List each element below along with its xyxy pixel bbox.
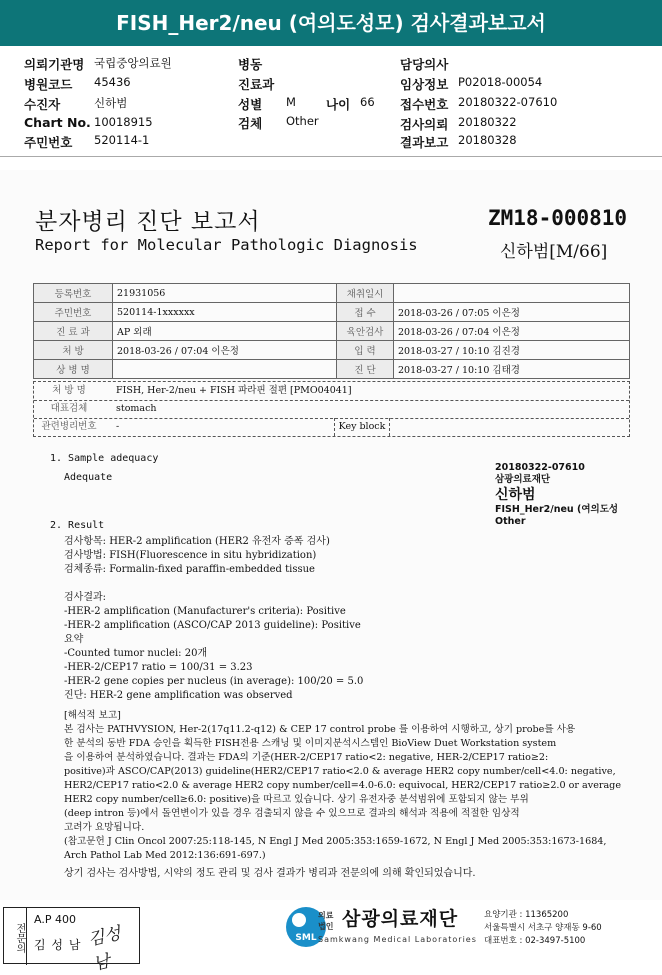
specimen-label-stamp: 20180322-07610 삼광의료재단 신하범 FISH_Her2/neu (여의도성 Other (495, 462, 619, 527)
doctor-name: 김 성 남 (34, 938, 82, 952)
table-row: 주민번호 520114-1xxxxxx 접 수 2018-03-26 / 07:05 이은정 (34, 303, 630, 322)
section-result-title: 2. Result (50, 520, 105, 531)
section-sample-adequacy-title: 1. Sample adequacy (50, 453, 159, 464)
brand-prefix: 의료 법인 (318, 911, 334, 931)
report-patient: 신하범[M/66] (500, 242, 608, 262)
header-row: 접수번호 20180322-07610 (400, 95, 558, 112)
doctor-code: A.P 400 (34, 913, 76, 926)
header-row: 성별 M (238, 95, 296, 112)
order-row: 대표검체 stomach (34, 400, 629, 419)
table-row: 등록번호 21931056 채취일시 (34, 284, 630, 303)
header-row: 수진자 신하범 (24, 96, 128, 112)
table-row: 진 료 과 AP 외래 육안검사 2018-03-26 / 07:04 이은정 (34, 322, 630, 341)
pathologist-label: 전문의 (4, 908, 27, 965)
header-row: 임상정보 P02018-00054 (400, 75, 543, 92)
section-sample-adequacy-value: Adequate (64, 472, 113, 483)
svg-text:SML: SML (295, 933, 317, 943)
header-row: 검사의뢰 20180322 (400, 115, 517, 132)
result-lines: 검사항목: HER-2 amplification (HER2 유전자 증폭 검사) 검사방법: FISH(Fluorescence in situ hybridization) 검체종류: Formalin-fixed paraffin-embedded tissue 검사결과: -HER-2 amplification (Manufacturer's criteria): Positive -HER-2 amplification (ASCO/CAP 2013 guideline): Positive 요약 -Counted tumor nuclei: 20개 -HER-2/CEP17 ratio = 100/31 = 3.23 -HER-2 gene copies per nucleus (in average): 100/20 = 5.0 진단: HER-2 gene amplification was observed (64, 536, 364, 701)
brand-name: 삼광의료재단 (342, 908, 459, 930)
order-block (33, 381, 630, 437)
divider (0, 156, 662, 157)
header-row: 주민번호 520114-1 (24, 133, 150, 150)
table-row: 처 방 2018-03-26 / 07:04 이은정 입 력 2018-03-27 / 10:10 김진경 (34, 341, 630, 360)
age: 나이 66 (326, 95, 375, 112)
report-info-table (33, 283, 630, 379)
pathologist-box (3, 907, 140, 975)
header-row: 병동 (238, 57, 263, 72)
header-row: 의뢰기관명 국립중앙의료원 (24, 56, 172, 72)
header-row: 담당의사 (400, 57, 449, 72)
table-row: 상 병 명 진 단 2018-03-27 / 10:10 김태경 (34, 360, 630, 379)
brand-name-en: Samkwang Medical Laboratories (318, 935, 477, 944)
report-title-en: Report for Molecular Pathologic Diagnosis (35, 236, 418, 254)
order-row: 관련병리번호 - Key block (34, 418, 629, 436)
header-row: 결과보고 20180328 (400, 133, 517, 150)
doctor-signature: 김성남 (86, 923, 123, 975)
report-id: ZM18-000810 (488, 206, 628, 230)
interpretive-report: [해석적 보고] 본 검사는 PATHVYSION, Her-2(17q11.2-q12) & CEP 17 control probe 를 이용하여 시행하고, 상기 probe를 사용 한 분석의 동반 FDA 승인을 획득한 FISH전용 스캐닝 및 이미지분석시스템인 BioView Duet Workstation system 을 이용하여 분석하였습니다. 결과는 FDA의 기준(HER-2/CEP17 ratio<2: negative, HER-2/CEP17 ratio≥2: positive)과 ASCO/CAP(2013) guideline(HER2/CEP17 ratio<2.0 & average HER2 copy number/cell<4.0: negative, HER2/CEP17 ratio<2.0 & average HER2 copy number/cell=4.0-6.0: equivocal, HER2/CEP17 ratio≥2.0 or average HER2 copy number/cell≥6.0: positive)을 따르고 있습니다. 상기 유전자중 분석범위에 포함되지 않는 부위 (deep intron 등)에서 돌연변이가 있을 경우 검출되지 않을 수 있으므로 결과의 해석과 적용에 적절한 임상적 고려가 요망됩니다. (참고문헌 J Clin Oncol 2007:25:118-145, N Engl J Med 2005:353:1659-1672, N Engl J Med 2005:353:1673-1684, Arch Pathol Lab Med 2012:136:691-697.) (64, 710, 621, 861)
report-title: FISH_Her2/neu (여의도성모) 검사결과보고서 (0, 0, 662, 46)
header-row: Chart No. 10018915 (24, 115, 153, 130)
header-row: 검체 Other (238, 114, 319, 131)
header-row: 병원코드 45436 (24, 75, 131, 92)
lab-address: 요양기관 : 11365200 서울특별시 서초구 양재동 9-60 대표번호 : 02-3497-5100 (484, 910, 602, 946)
header-row: 진료과 (238, 77, 275, 92)
report-title-ko: 분자병리 진단 보고서 (35, 209, 261, 235)
closing-statement: 상기 검사는 검사방법, 시약의 정도 관리 및 검사 결과가 병리과 전문의에 의해 확인되었습니다. (64, 868, 476, 879)
order-row: 처 방 명 FISH, Her-2/neu + FISH 파라핀 절편 [PMO04041] (34, 382, 629, 401)
